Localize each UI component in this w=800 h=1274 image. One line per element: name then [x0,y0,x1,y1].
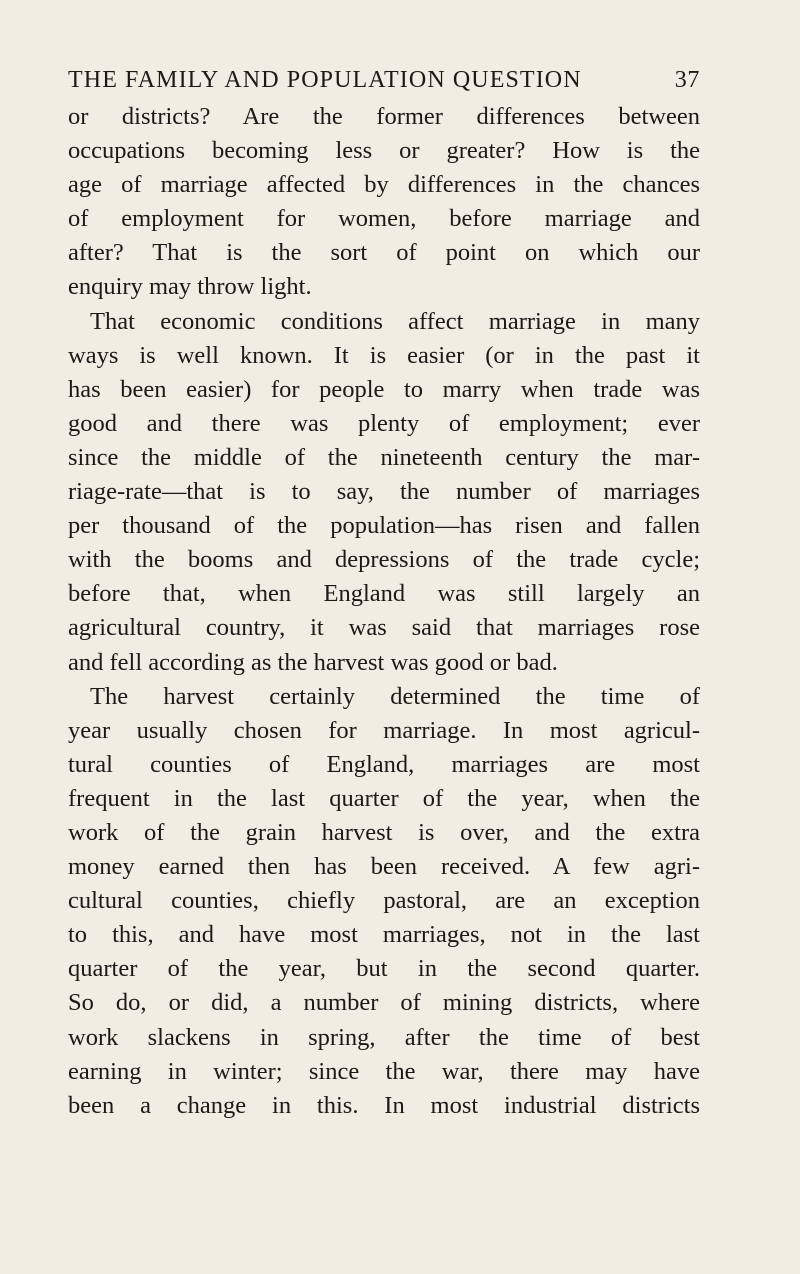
text-line: riage-rate—that is to say, the number of marriages [68,478,700,506]
text-line: or districts? Are the former differences between [68,103,700,130]
text-line: work slackens in spring, after the time of best [68,1023,700,1051]
text-line: The harvest certainly determined the time of [90,682,700,710]
text-line: tural counties of England, marriages are most [68,750,700,778]
text-line: been a change in this. In most industrial districts [68,1091,700,1119]
text-line: ways is well known. It is easier (or in the past it [68,341,700,369]
body-text [68,100,700,1123]
text-line: since the middle of the nineteenth century the mar- [68,443,700,471]
text-line: frequent in the last quarter of the year, when the [68,784,700,812]
text-line: occupations becoming less or greater? How is the [68,137,700,165]
text-line: So do, or did, a number of mining districts, where [68,989,700,1017]
text-line: has been easier) for people to marry when trade was [68,375,700,403]
text-line: with the booms and depressions of the trade cycle; [68,546,700,574]
running-head [68,60,700,100]
text-line: agricultural country, it was said that marriages rose [68,614,700,642]
text-line: work of the grain harvest is over, and the extra [68,818,700,846]
text-line: per thousand of the population—has risen and fallen [68,512,700,540]
book-page [68,60,700,1123]
text-line: of employment for women, before marriage and [68,205,700,233]
text-line: enquiry may throw light. [68,273,312,301]
text-line: after? That is the sort of point on which our [68,239,700,267]
text-line: quarter of the year, but in the second quarter. [68,955,700,983]
text-line: age of marriage affected by differences in the chances [68,171,700,199]
text-line: and fell according as the harvest was good or bad. [68,648,558,676]
text-line: good and there was plenty of employment; ever [68,409,700,437]
text-line: to this, and have most marriages, not in the last [68,921,700,949]
running-title: THE FAMILY AND POPULATION QUESTION [68,67,582,93]
text-line: cultural counties, chiefly pastoral, are an exception [68,887,700,915]
text-line: before that, when England was still largely an [68,580,700,608]
page-number: 37 [674,67,700,93]
text-line: That economic conditions affect marriage in many [90,307,700,335]
text-line: year usually chosen for marriage. In most agricul- [68,716,700,744]
text-line: money earned then has been received. A few agri- [68,853,700,881]
text-line: earning in winter; since the war, there may have [68,1057,700,1085]
